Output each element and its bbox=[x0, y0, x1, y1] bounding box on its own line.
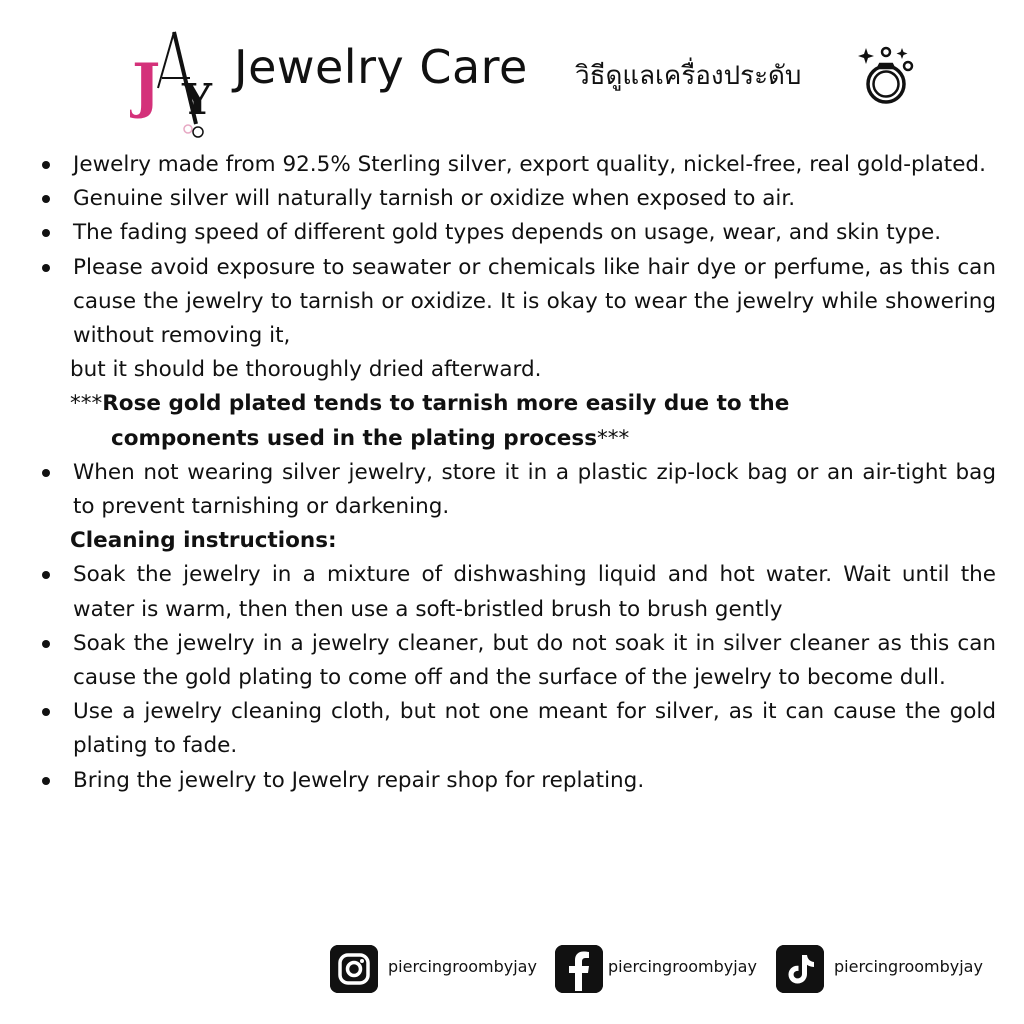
list-item bbox=[40, 695, 996, 763]
instagram-icon[interactable] bbox=[330, 945, 378, 993]
continuation-text: but it should be thoroughly dried afterward. bbox=[70, 357, 542, 383]
thai-subtitle: วิธีดูแลเครื่องประดับ bbox=[575, 61, 802, 91]
note-line-2-wrap bbox=[70, 422, 996, 456]
note-suffix: *** bbox=[597, 425, 630, 451]
tiktok-icon[interactable] bbox=[776, 945, 824, 993]
facebook-handle[interactable]: piercingroombyjay bbox=[608, 957, 757, 976]
list-item bbox=[40, 182, 996, 216]
list-item-text: Please avoid exposure to seawater or chemicals like hair dye or perfume, as this can cause the jewelry to tarnish or oxidize. It is okay to wear the jewelry while showering without removing it, bbox=[73, 254, 996, 349]
brand-logo bbox=[130, 28, 220, 140]
list-item bbox=[40, 251, 996, 354]
diamond-ring-icon bbox=[856, 42, 916, 106]
note-line-2: components used in the plating process bbox=[111, 425, 597, 451]
list-item-text: Soak the jewelry in a jewelry cleaner, but do not soak it in silver cleaner as this can cause the gold plating to come off and the surface of the jewelry to become dull. bbox=[73, 630, 996, 691]
list-item-text: Use a jewelry cleaning cloth, but not one meant for silver, as it can cause the gold plating to fade. bbox=[73, 699, 996, 759]
care-instructions bbox=[40, 148, 996, 798]
header bbox=[0, 0, 1024, 140]
list-item bbox=[40, 764, 996, 798]
list-item bbox=[40, 148, 996, 182]
list-item bbox=[40, 216, 996, 250]
note-line-1: Rose gold plated tends to tarnish more easily due to the bbox=[102, 391, 790, 417]
list-item-text: Bring the jewelry to Jewelry repair shop for replating. bbox=[73, 767, 645, 793]
list-item-text: Genuine silver will naturally tarnish or oxidize when exposed to air. bbox=[73, 186, 796, 212]
list-item-text: The fading speed of different gold types depends on usage, wear, and skin type. bbox=[73, 220, 942, 246]
facebook-icon[interactable] bbox=[555, 945, 603, 993]
svg-text:Y: Y bbox=[182, 75, 212, 124]
page-title: Jewelry Care bbox=[234, 40, 528, 94]
rose-gold-note bbox=[40, 387, 996, 455]
list-item-text: Jewelry made from 92.5% Sterling silver, export quality, nickel-free, real gold-plated. bbox=[73, 152, 986, 177]
list-item bbox=[40, 627, 996, 695]
list-item-text: Soak the jewelry in a mixture of dishwashing liquid and hot water. Wait until the water is warm, then then use a soft-bristled brush to brush gently bbox=[73, 562, 996, 622]
list-item bbox=[40, 456, 996, 524]
list-item-text: When not wearing silver jewelry, store it in a plastic zip-lock bag or an air-tight bag to prevent tarnishing or darkening. bbox=[73, 459, 996, 520]
list-item bbox=[40, 558, 996, 626]
tiktok-handle[interactable]: piercingroombyjay bbox=[834, 957, 983, 976]
cleaning-heading: Cleaning instructions: bbox=[70, 528, 337, 554]
instagram-handle[interactable]: piercingroombyjay bbox=[388, 957, 537, 976]
note-prefix: *** bbox=[70, 391, 103, 417]
svg-text:J: J bbox=[132, 51, 161, 121]
social-footer bbox=[330, 944, 1010, 994]
